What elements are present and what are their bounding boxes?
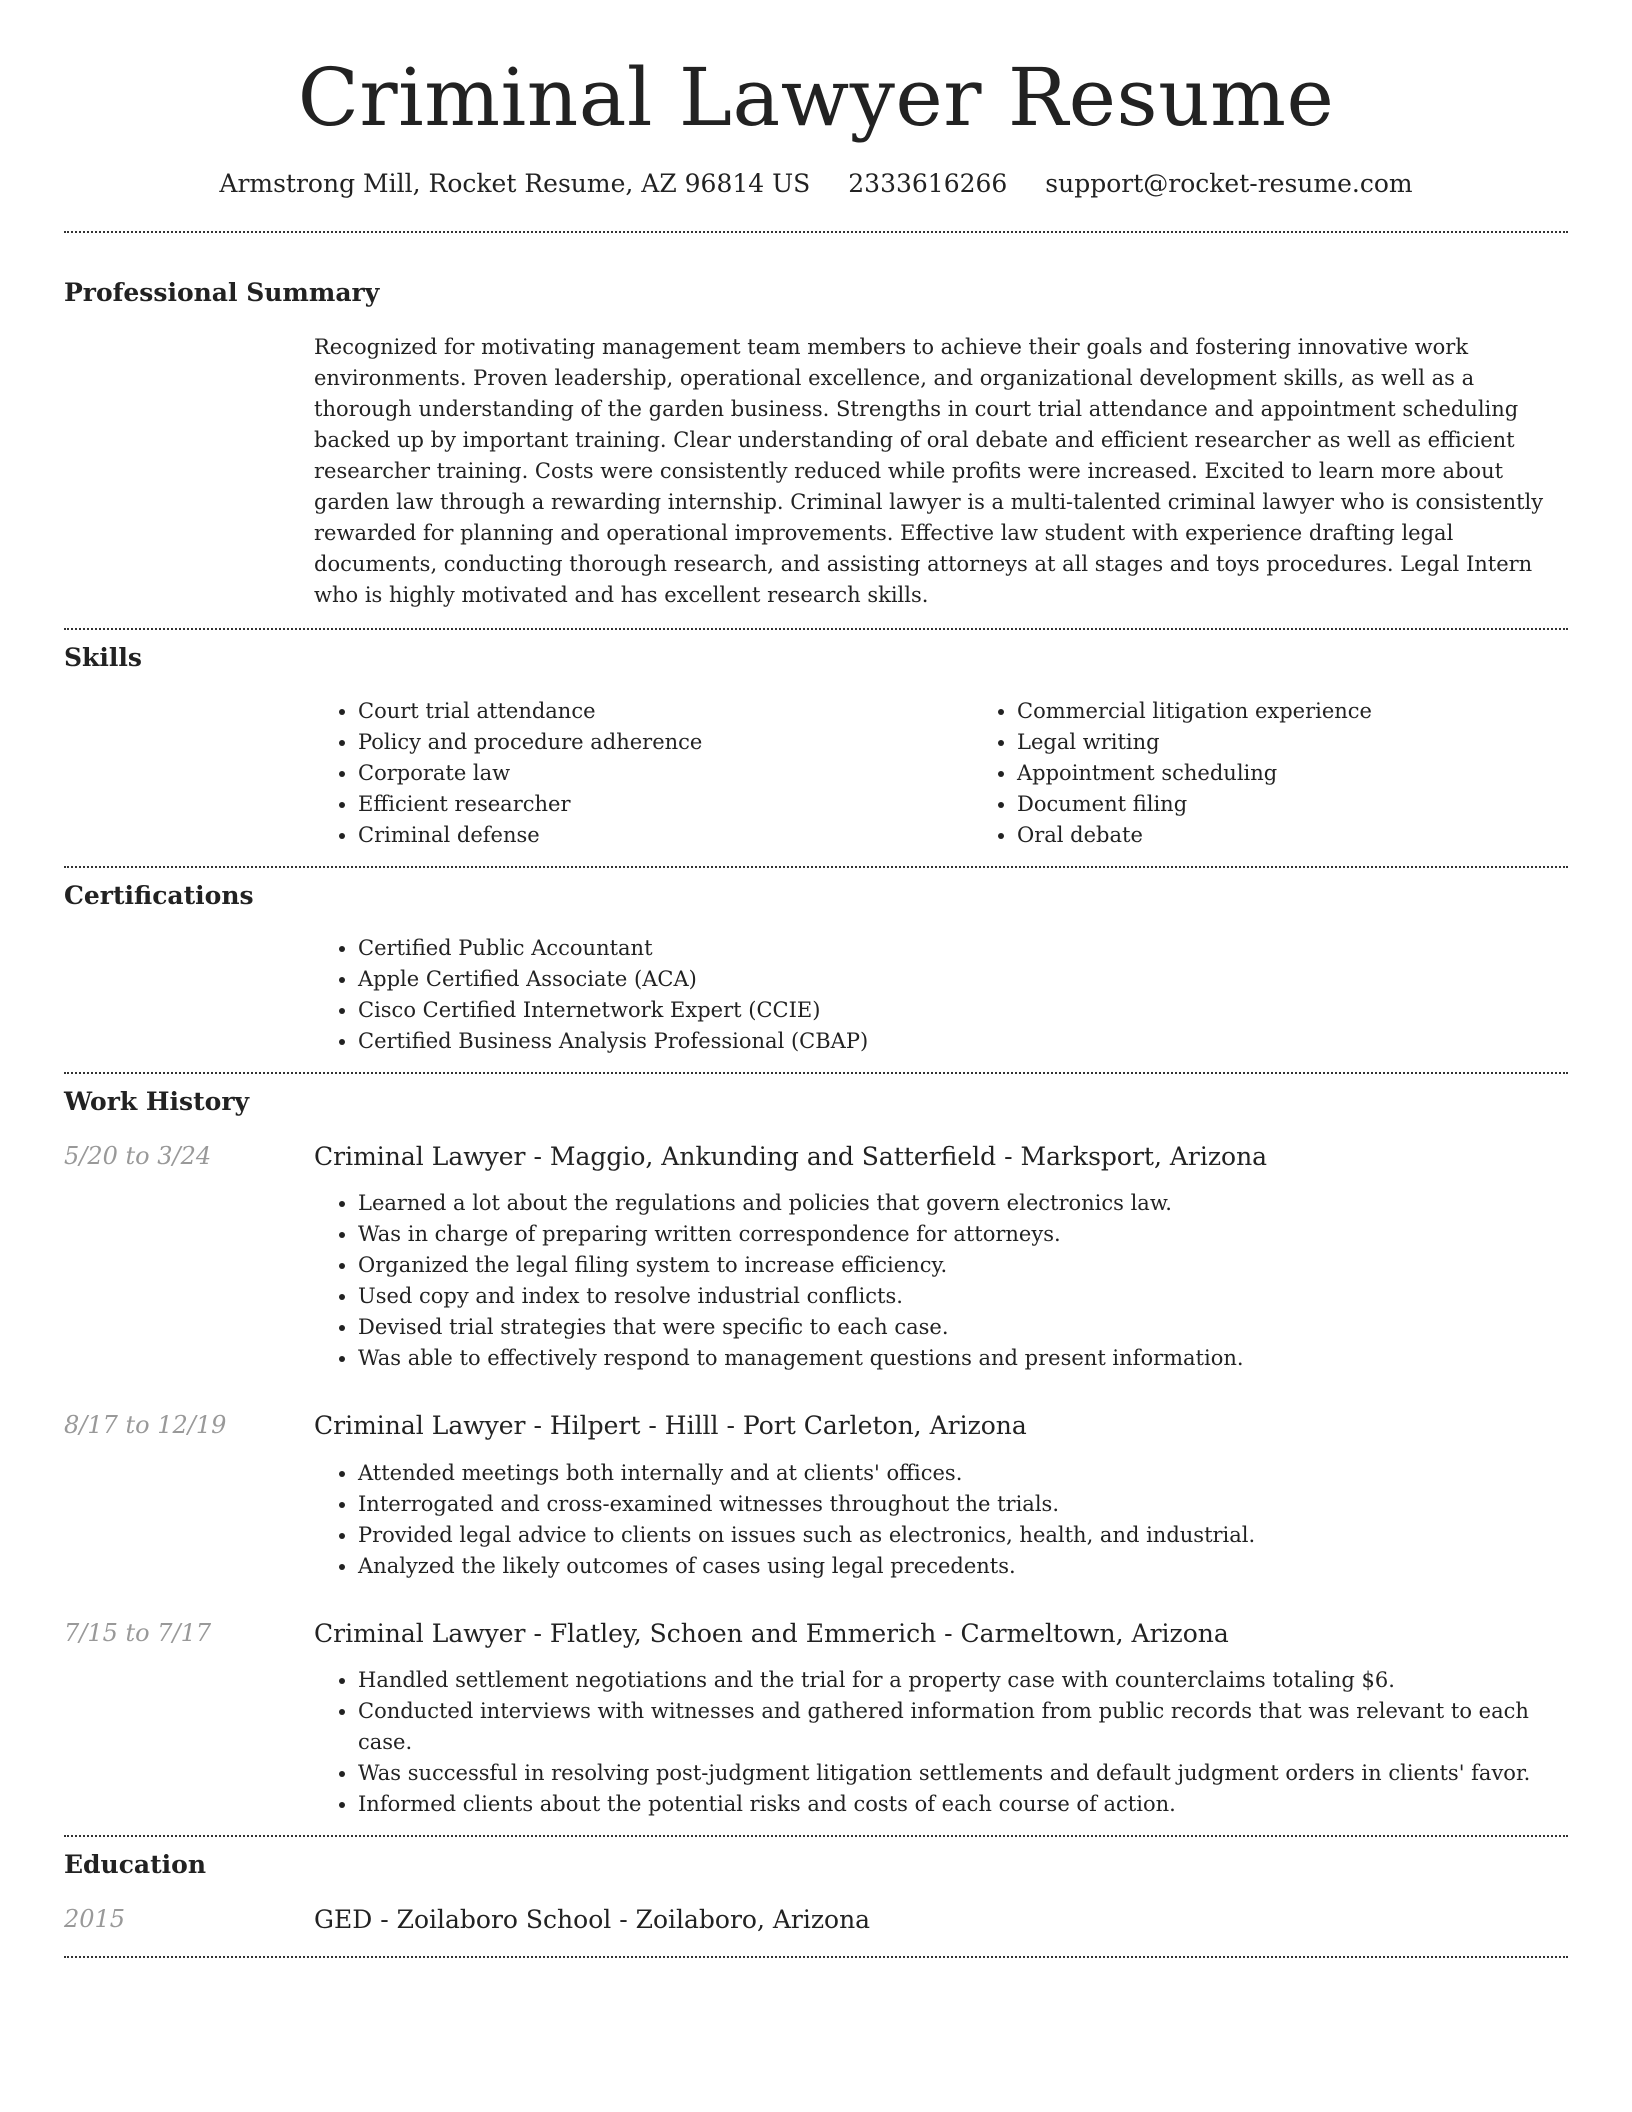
summary-text: Recognized for motivating management team members to achieve their goals and fostering innovative work environments. Proven leadership, operational excellence, and organizational development skills, as well as a thorough understanding of the garden business. Strengths in court trial attendance and appointment scheduling backed up by important training. Clear understanding of oral debate and efficient researcher as well as efficient researcher training. Costs were consistently reduced while profits were increased. Excited to learn more about garden law through a rewarding internship. Criminal lawyer is a multi-talented criminal lawyer who is consistently rewarded for planning and operational improvements. Effective law student with experience drafting legal documents, conducting thorough research, and assisting attorneys at all stages and toys procedures. Legal Intern who is highly motivated and has excellent research skills. [314, 335, 1544, 607]
job-dates: 8/17 to 12/19 [64, 1411, 227, 1439]
summary-heading: Professional Summary [64, 277, 380, 307]
education-entry: GED - Zoilaboro School - Zoilaboro, Arizona [314, 1904, 871, 1934]
skill-item: • Oral debate [1017, 820, 1632, 851]
certification-item: • Certified Public Accountant [358, 933, 1568, 964]
skill-item: • Corporate law [358, 758, 973, 789]
skills-list-left [314, 696, 973, 851]
certification-item: • Apple Certified Associate (ACA) [358, 964, 1568, 995]
job-bullets [314, 1188, 1568, 1374]
certification-item: • Certified Business Analysis Professional (CBAP) [358, 1026, 1568, 1057]
skill-item: • Efficient researcher [358, 789, 973, 820]
job-bullet: • Devised trial strategies that were specific to each case. [358, 1312, 1568, 1343]
education-section [64, 1849, 1568, 1936]
skill-item: • Appointment scheduling [1017, 758, 1632, 789]
skill-item: • Commercial litigation experience [1017, 696, 1632, 727]
resume-title: Criminal Lawyer Resume [297, 51, 1335, 144]
job-bullet: • Conducted interviews with witnesses and gathered information from public records that was relevant to each case. [358, 1696, 1568, 1758]
job-entry [64, 1410, 1568, 1582]
job-title: Criminal Lawyer - Hilpert - Hilll - Port Carleton, Arizona [314, 1411, 1027, 1440]
job-bullet: • Was successful in resolving post-judgment litigation settlements and default judgment orders in clients' favor. [358, 1758, 1568, 1789]
job-dates: 7/15 to 7/17 [64, 1618, 212, 1647]
job-entry [64, 1618, 1568, 1821]
job-bullet: • Learned a lot about the regulations and policies that govern electronics law. [358, 1188, 1568, 1219]
skill-item: • Criminal defense [358, 820, 973, 851]
job-dates: 5/20 to 3/24 [64, 1141, 212, 1170]
summary-section [64, 277, 1568, 612]
skill-item: • Policy and procedure adherence [358, 727, 973, 758]
skill-item: • Court trial attendance [358, 696, 973, 727]
job-title: Criminal Lawyer - Flatley, Schoen and Emmerich - Carmeltown, Arizona [314, 1618, 1229, 1648]
job-bullet: • Used copy and index to resolve industrial conflicts. [358, 1281, 1568, 1312]
job-title: Criminal Lawyer - Maggio, Ankunding and Satterfield - Marksport, Arizona [314, 1141, 1268, 1171]
contact-address: Armstrong Mill, Rocket Resume, AZ 96814 US [219, 169, 811, 198]
job-bullet: • Was in charge of preparing written correspondence for attorneys. [358, 1219, 1568, 1250]
divider [64, 231, 1568, 233]
job-bullet: • Was able to effectively respond to management questions and present information. [358, 1343, 1568, 1374]
certification-item: • Cisco Certified Internetwork Expert (CCIE) [358, 995, 1568, 1026]
job-bullet: • Organized the legal filing system to increase efficiency. [358, 1250, 1568, 1281]
divider [64, 628, 1568, 630]
job-bullet: • Informed clients about the potential risks and costs of each course of action. [358, 1789, 1568, 1820]
job-entry [64, 1141, 1568, 1375]
education-heading: Education [64, 1850, 207, 1879]
divider [64, 1072, 1568, 1074]
job-bullet: • Attended meetings both internally and at clients' offices. [358, 1458, 1568, 1489]
job-bullet: • Interrogated and cross-examined witnesses throughout the trials. [358, 1489, 1568, 1520]
skill-item: • Legal writing [1017, 727, 1632, 758]
certifications-list [314, 933, 1568, 1057]
job-bullet: • Analyzed the likely outcomes of cases using legal precedents. [358, 1551, 1568, 1582]
job-bullet: • Handled settlement negotiations and the trial for a property case with counterclaims totaling $6. [358, 1665, 1568, 1696]
skill-item: • Document filing [1017, 789, 1632, 820]
education-year: 2015 [64, 1904, 126, 1933]
work-history-heading: Work History [64, 1087, 250, 1116]
certifications-heading: Certifications [64, 880, 254, 910]
job-bullets [314, 1665, 1568, 1820]
job-bullets [314, 1458, 1568, 1582]
divider [64, 866, 1568, 868]
skills-list-right [973, 696, 1632, 851]
contact-phone: 2333616266 [848, 169, 1008, 198]
divider [64, 1956, 1568, 1958]
divider [64, 1835, 1568, 1837]
contact-email: support@rocket-resume.com [1045, 169, 1413, 198]
certifications-section [64, 880, 1568, 1058]
contact-line [64, 168, 1568, 201]
skills-section [64, 642, 1568, 851]
job-bullet: • Provided legal advice to clients on issues such as electronics, health, and industrial. [358, 1520, 1568, 1551]
skills-heading: Skills [64, 643, 142, 672]
work-history-section [64, 1086, 1568, 1820]
